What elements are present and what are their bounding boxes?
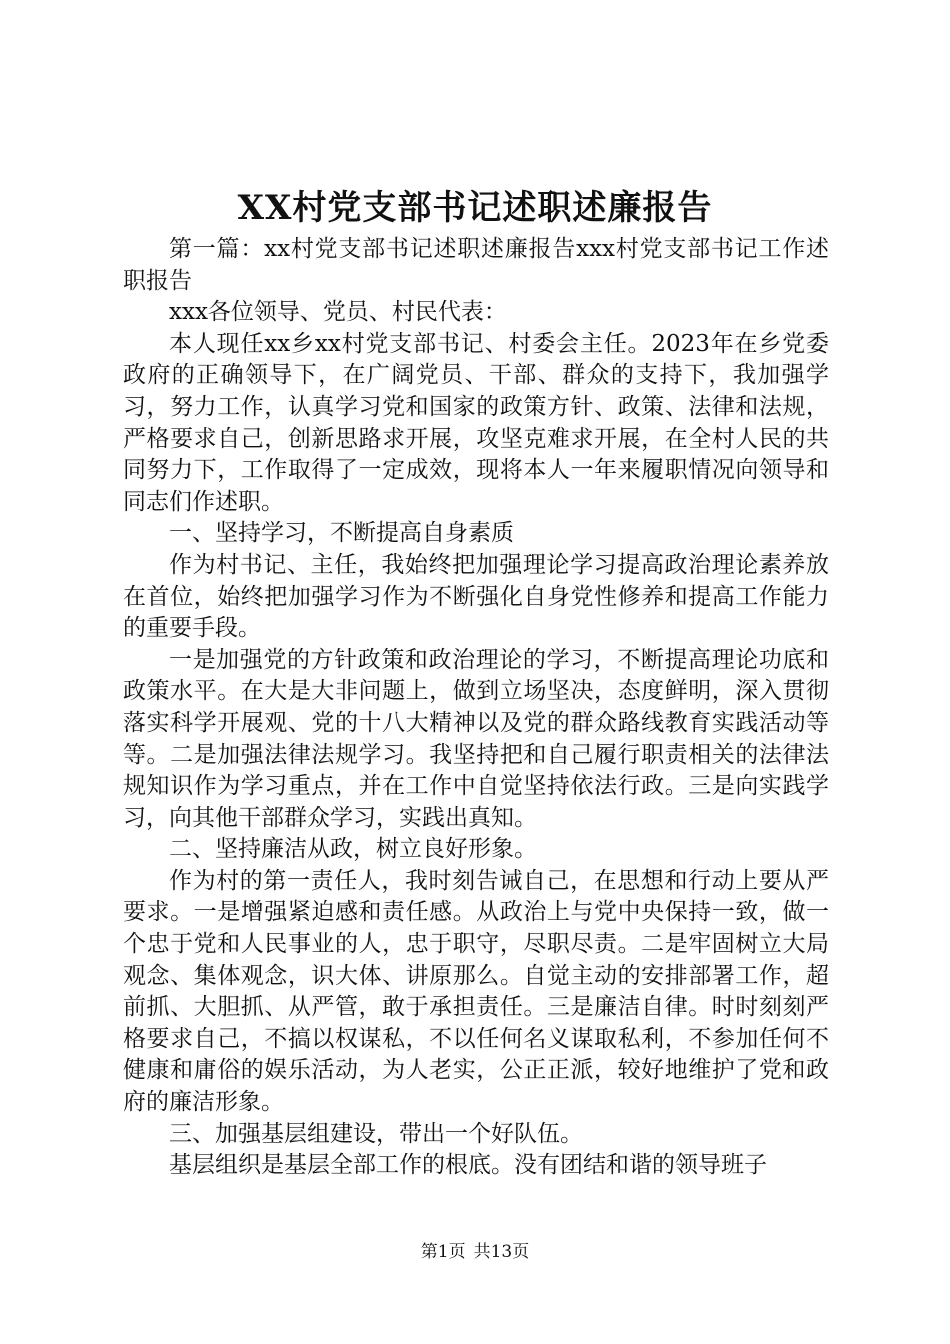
paragraph: 作为村书记、主任，我始终把加强理论学习提高政治理论素养放在首位，始终把加强学习作为不断强化自身党性修养和提高工作能力的重要手段。 [123, 551, 829, 642]
paragraph: 第一篇：xx村党支部书记述职述廉报告xxx村党支部书记工作述职报告 [123, 236, 829, 294]
paragraph: 基层组织是基层全部工作的根底。没有团结和谐的领导班子 [169, 1152, 767, 1179]
paragraph: xxx各位领导、党员、村民代表： [169, 299, 507, 326]
section-heading: 一、坚持学习，不断提高自身素质 [169, 520, 514, 547]
paragraph: 本人现任xx乡xx村党支部书记、村委会主任。2023年在乡党委政府的正确领导下，在广阔党员、干部、群众的支持下，我加强学习，努力工作，认真学习党和国家的政策方针、政策、法律和法规，严格要求自己，创新思路求开展，攻坚克难求开展，在全村人民的共同努力下，工作取得了一定成效，现将本人一年来履职情况向领导和同志们作述职。 [123, 330, 829, 515]
section-heading: 三、加强基层组建设，带出一个好队伍。 [169, 1120, 583, 1147]
page-total: 共13页 [473, 1242, 530, 1262]
document-body [123, 234, 829, 1182]
paragraph: 作为村的第一责任人，我时刻告诫自己，在思想和行动上要从严要求。一是增强紧迫感和责任感。从政治上与党中央保持一致，做一个忠于党和人民事业的人，忠于职守，尽职尽责。二是牢固树立大局观念、集体观念，识大体、讲原那么。自觉主动的安排部署工作，超前抓、大胆抓、从严管，敢于承担责任。三是廉洁自律。时时刻刻严格要求自己，不搞以权谋私，不以任何名义谋取私利，不参加任何不健康和庸俗的娱乐活动，为人老实，公正正派，较好地维护了党和政府的廉洁形象。 [123, 867, 829, 1116]
section-heading: 二、坚持廉洁从政，树立良好形象。 [169, 836, 537, 863]
paragraph: 一是加强党的方针政策和政治理论的学习，不断提高理论功底和政策水平。在大是大非问题上，做到立场坚决，态度鲜明，深入贯彻落实科学开展观、党的十八大精神以及党的群众路线教育实践活动等等。二是加强法律法规学习。我坚持把和自己履行职责相关的法律法规知识作为学习重点，并在工作中自觉坚持依法行政。三是向实践学习，向其他干部群众学习，实践出真知。 [123, 646, 829, 831]
document-title: XX村党支部书记述职述廉报告 [237, 188, 713, 228]
page-number: 第1页 [420, 1242, 466, 1262]
page-footer [0, 1241, 950, 1263]
